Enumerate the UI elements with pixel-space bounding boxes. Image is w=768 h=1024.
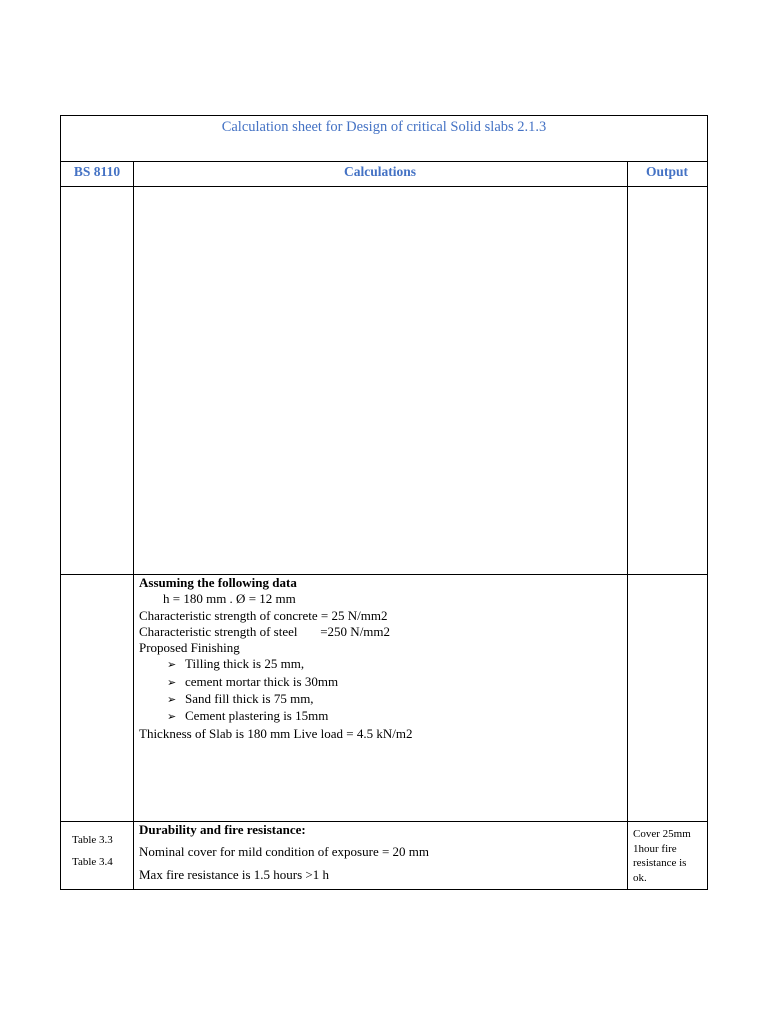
column-divider-right bbox=[627, 162, 628, 890]
data-line-steel: Characteristic strength of steel =250 N/mm2 bbox=[139, 623, 391, 639]
arrowhead-bullet-icon: ➢ bbox=[167, 693, 177, 707]
output-line: resistance is bbox=[633, 857, 687, 869]
output-line: Cover 25mm bbox=[633, 828, 691, 840]
output-line: ok. bbox=[633, 871, 647, 884]
header-row bbox=[61, 162, 707, 187]
arrowhead-bullet-icon: ➢ bbox=[167, 710, 177, 724]
calculation-sheet-table bbox=[60, 115, 708, 890]
durability-cover-line: Nominal cover for mild condition of exposure = 20 mm bbox=[139, 844, 430, 860]
data-line-h: h = 180 mm . Ø = 12 mm bbox=[163, 591, 296, 607]
header-bs8110: BS 8110 bbox=[73, 164, 121, 179]
list-item: ➢ Sand fill thick is 75 mm, bbox=[139, 691, 412, 708]
durability-heading: Durability and fire resistance: bbox=[139, 822, 306, 837]
list-item: ➢ Tilling thick is 25 mm, bbox=[139, 656, 412, 673]
arrowhead-bullet-icon: ➢ bbox=[167, 675, 177, 689]
column-divider-left bbox=[133, 162, 134, 890]
header-calculations: Calculations bbox=[343, 164, 416, 179]
output-line: 1hour fire bbox=[633, 842, 677, 855]
list-item: ➢ cement mortar thick is 30mm bbox=[139, 674, 412, 691]
data-line-finishing: Proposed Finishing bbox=[139, 640, 240, 656]
header-output: Output bbox=[645, 164, 689, 179]
durability-output bbox=[633, 827, 705, 885]
reference-table-3-3: Table 3.3 bbox=[72, 834, 113, 846]
list-item: ➢ Cement plastering is 15mm bbox=[139, 708, 412, 725]
durability-fire-line: Max fire resistance is 1.5 hours >1 h bbox=[139, 866, 330, 882]
reference-table-3-4: Table 3.4 bbox=[72, 856, 113, 868]
sheet-title: Calculation sheet for Design of critical Solid slabs 2.1.3 bbox=[61, 116, 707, 162]
data-line-thickness: Thickness of Slab is 180 mm Live load = 4.5 kN/m2 bbox=[139, 725, 413, 741]
data-heading: Assuming the following data bbox=[139, 575, 297, 590]
data-section bbox=[139, 575, 412, 742]
data-line-concrete: Characteristic strength of concrete = 25 N/mm2 bbox=[139, 607, 388, 623]
durability-section bbox=[139, 822, 429, 883]
arrowhead-bullet-icon: ➢ bbox=[167, 658, 177, 672]
